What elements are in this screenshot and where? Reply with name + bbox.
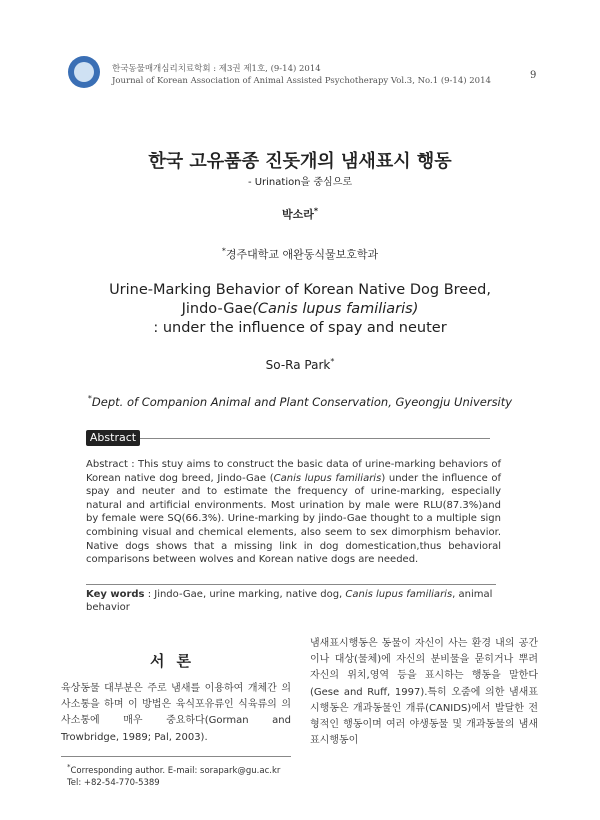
footnote-email: Corresponding author. E-mail: sorapark@gu.ac.kr: [70, 765, 281, 776]
section-title-introduction: 서론: [150, 652, 203, 670]
title-english: [0, 281, 600, 338]
footnote-line1: [67, 761, 307, 777]
footnote-mark: *: [67, 763, 71, 771]
author-korean: [0, 206, 600, 222]
keywords-tail: , animal behavior: [86, 589, 493, 613]
journal-header-ko: 한국동물매개심리치료학회 : 제3권 제1호, (9-14) 2014: [112, 64, 321, 74]
title-english-line2a: Jindo-Gae: [181, 301, 253, 317]
title-korean: 한국 고유품종 진돗개의 냄새표시 행동: [148, 151, 452, 172]
abstract-part1: Abstract : This stuy aims to construct the basic data of urine-marking behaviors of Korean native dog breed, Jindo-Gae (: [86, 459, 501, 484]
title-english-line3: : under the influence of spay and neuter: [153, 320, 447, 336]
affiliation-korean-text: 경주대학교 애완동식물보호학과: [225, 248, 379, 261]
abstract-species: Canis lupus familiaris: [273, 472, 382, 484]
journal-logo: [68, 56, 100, 88]
title-english-line1: Urine-Marking Behavior of Korean Native Dog Breed,: [109, 282, 491, 298]
journal-header-en: Journal of Korean Association of Animal Assisted Psychotherapy Vol.3, No.1 (9-14) 2014: [112, 76, 491, 86]
affiliation-english: [0, 394, 600, 409]
affiliation-english-mark: *: [87, 394, 92, 403]
affiliation-korean-mark: *: [221, 246, 226, 256]
footnote: [67, 761, 307, 789]
affiliation-korean: [0, 246, 600, 262]
author-english: [0, 357, 600, 372]
keywords-text: : Jindo-Gae, urine marking, native dog,: [144, 589, 346, 600]
abstract-text: [86, 458, 501, 567]
abstract-bottom-rule: [86, 584, 496, 585]
title-english-species: (Canis lupus familiaris): [252, 301, 419, 317]
author-english-mark: *: [330, 357, 335, 366]
intro-right-column: 냄새표시행동은 동물이 자신이 사는 환경 내의 공간이나 대상(물체)에 자신의 분비물을 묻히거나 뿌려 자신의 위치,영역 등을 표시하는 행동을 말한다(Gese and Ruff, 1997).특히 오줌에 의한 냄새표시행동은 개과동물인 개류(CANIDS)에서 발달한 전형적인 행동이며 여러 야생동물 및 개과동물의 냄새표시행동이: [310, 638, 538, 747]
keywords-species: Canis lupus familiaris: [345, 589, 453, 600]
footnote-rule: [61, 756, 291, 757]
abstract-part2: ) under the influence of spay and neuter and to estimate the frequency of urine-marking, especially natural and artificial environments. Most urination by male were RLU(87.3%)and by female were SQ(66.3%). Urine-marking by jindo-Gae thought to a multiple sign combining visual and chemical elements, also seem to sex dimorphism behavior. Native dogs shows that a missing link in dog domestication,thus behavioral comparisons between wolves and Korean native dogs are needed.: [86, 472, 501, 566]
author-korean-mark: *: [313, 206, 319, 216]
keywords-label: Key words: [86, 589, 145, 600]
author-english-name: So-Ra Park: [265, 358, 331, 372]
subtitle-korean: - Urination을 중심으로: [247, 177, 353, 188]
footnote-tel: Tel: +82-54-770-5389: [67, 777, 160, 788]
page-number: 9: [530, 70, 537, 81]
abstract-label: Abstract: [86, 430, 140, 446]
logo-emblem: [74, 62, 94, 82]
author-korean-name: 박소라: [281, 208, 314, 221]
keywords: [86, 588, 501, 614]
intro-left-column: 육상동물 대부분은 주로 냄새를 이용하여 개체간 의사소통을 하며 이 방법은 육식포유류인 식육류의 의사소통에 매우 중요하다(Gorman and Trowbridge, 1989; Pal, 2003).: [61, 683, 291, 743]
abstract-top-rule: [140, 438, 490, 439]
affiliation-english-text: Dept. of Companion Animal and Plant Conservation, Gyeongju University: [91, 394, 513, 409]
title-english-line2: [0, 300, 600, 319]
